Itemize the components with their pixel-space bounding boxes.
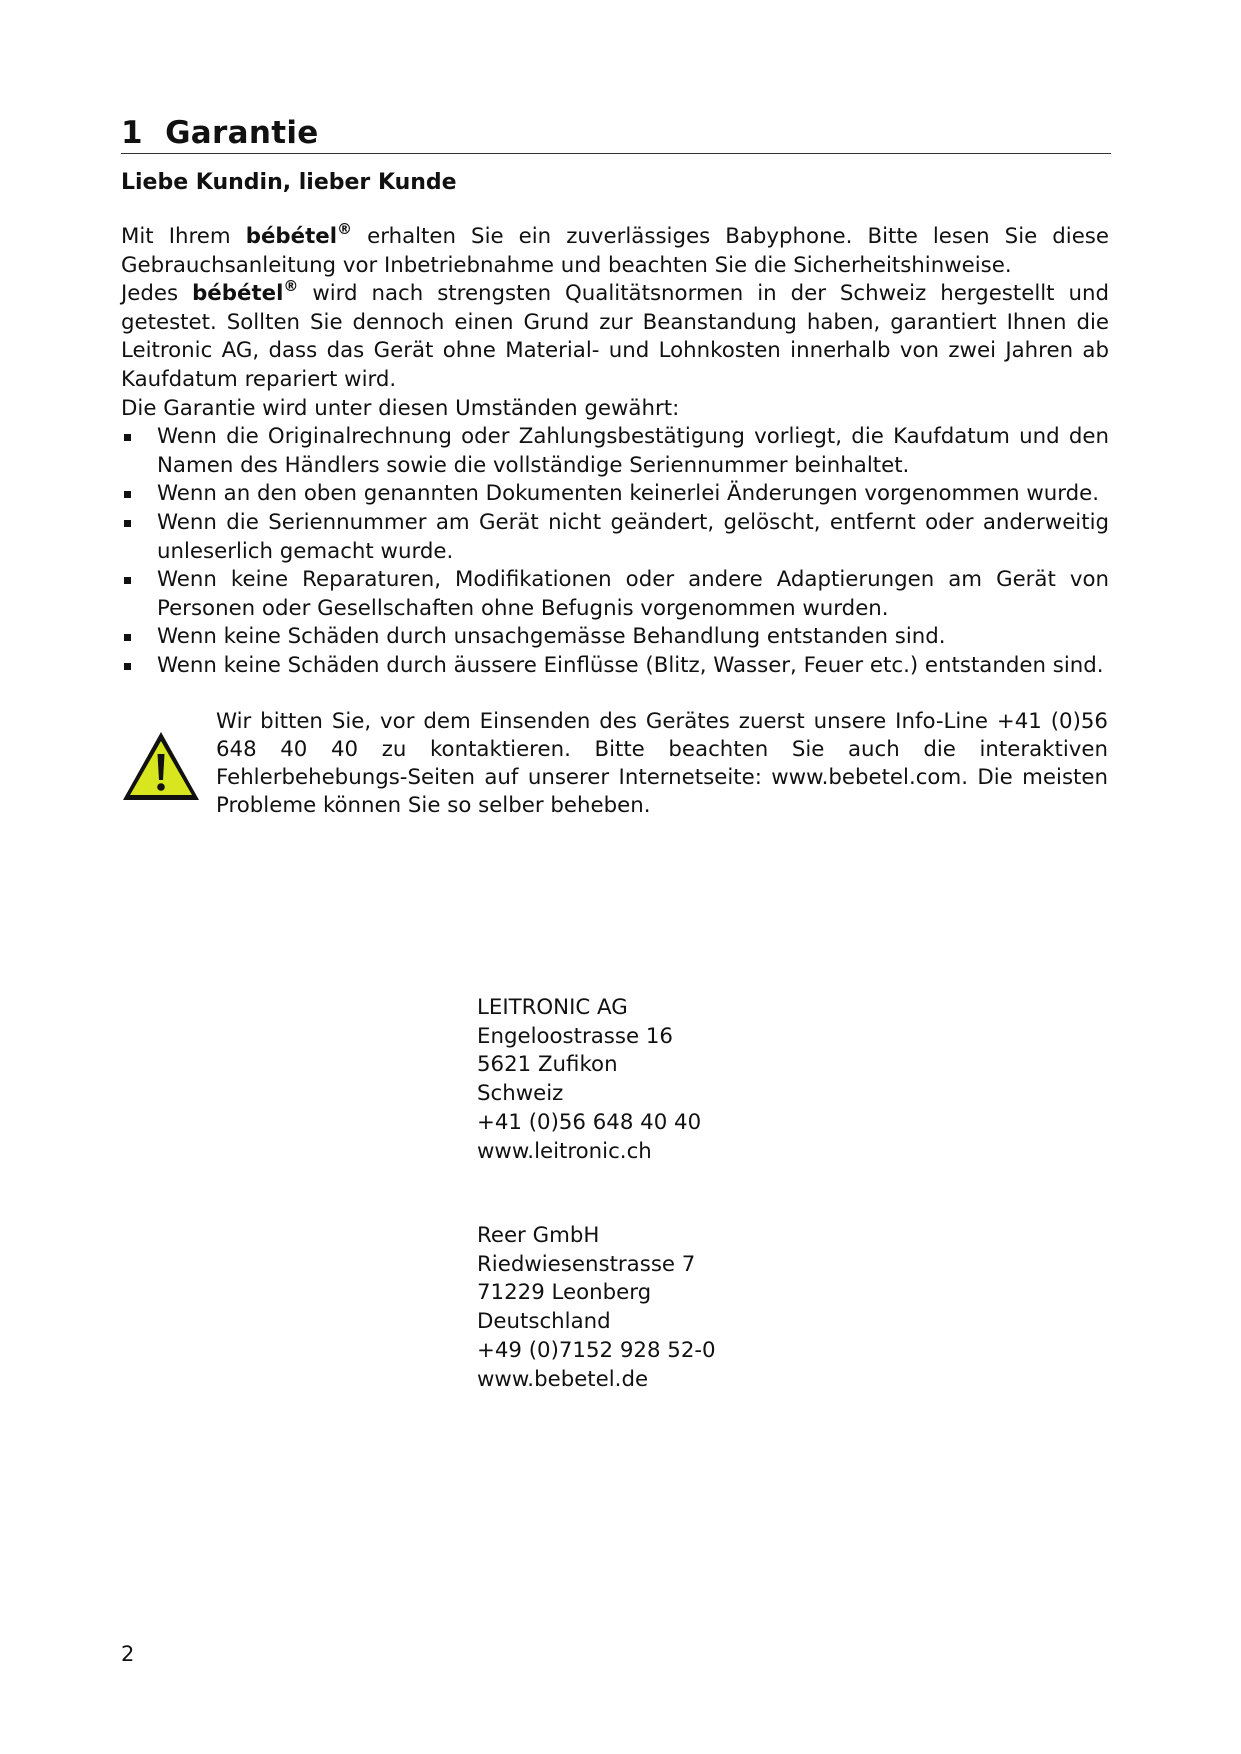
bullet-square-icon — [124, 491, 131, 498]
brand-name-text: bébétel — [192, 281, 284, 307]
conditions-intro: Die Garantie wird unter diesen Umständen gewährt: — [121, 395, 680, 421]
intro-1-before: Mit Ihrem — [121, 224, 231, 249]
address-block-leitronic — [477, 994, 701, 1166]
condition-text: Wenn die Originalrechnung oder Zahlungsbestätigung vorliegt, die Kaufdatum und den Namen des Händlers sowie die vollständige Seriennummer beinhaltet. — [157, 424, 1109, 478]
condition-item — [121, 509, 1109, 566]
address-company: LEITRONIC AG — [477, 995, 628, 1020]
address-city: 71229 Leonberg — [477, 1280, 652, 1306]
address-city: 5621 Zufikon — [477, 1052, 618, 1078]
brand-name-text: bébétel — [245, 224, 338, 249]
condition-item — [121, 423, 1109, 480]
bullet-square-icon — [124, 434, 131, 441]
warning-triangle-icon — [121, 730, 201, 802]
salutation: Liebe Kundin, lieber Kunde — [121, 170, 457, 195]
address-country: Deutschland — [477, 1309, 611, 1335]
address-company: Reer GmbH — [477, 1223, 600, 1248]
bullet-square-icon — [124, 577, 131, 584]
section-number: 1 — [121, 115, 143, 151]
warning-notice: Wir bitten Sie, vor dem Einsenden des Gerätes zuerst unsere Info-Line +41 (0)56 648 40 40 zu kontaktieren. Bitte beachten Sie auch die interaktiven Fehlerbehebungs-Seiten auf unserer Internetseite: www.bebetel.com. Die meisten Probleme können Sie so selber beheben. — [216, 709, 1108, 818]
condition-text: Wenn keine Reparaturen, Modifikationen oder andere Adaptierungen am Gerät von Personen oder Gesellschaften ohne Befugnis vorgenommen wurden. — [157, 567, 1109, 621]
condition-text: Wenn keine Schäden durch unsachgemässe Behandlung entstanden sind. — [157, 624, 946, 650]
condition-item — [121, 566, 1109, 623]
bullet-square-icon — [124, 520, 131, 527]
address-website: www.leitronic.ch — [477, 1138, 652, 1164]
address-block-reer — [477, 1222, 716, 1394]
heading-divider — [121, 153, 1111, 154]
address-street: Riedwiesenstrasse 7 — [477, 1251, 696, 1277]
page-number: 2 — [121, 1642, 135, 1666]
address-country: Schweiz — [477, 1081, 564, 1107]
address-website: www.bebetel.de — [477, 1366, 649, 1392]
section-title: Garantie — [165, 115, 319, 151]
condition-text: Wenn keine Schäden durch äussere Einflüsse (Blitz, Wasser, Feuer etc.) entstanden sind. — [157, 652, 1104, 678]
bullet-square-icon — [124, 663, 131, 670]
section-heading — [121, 113, 319, 153]
registered-mark: ® — [283, 277, 299, 296]
registered-mark: ® — [337, 220, 353, 238]
intro-2-after: wird nach strengsten Qualitätsnormen in der Schweiz hergestellt und getestet. Sollten Sie dennoch einen Grund zur Beanstandung haben, garantiert Ihnen die Leitronic AG, dass das Gerät ohne Material- und Lohnkosten innerhalb von zwei Jahren ab Kaufdatum repariert wird. — [121, 281, 1109, 392]
condition-item — [121, 480, 1109, 509]
condition-text: Wenn an den oben genannten Dokumenten keinerlei Änderungen vorgenommen wurde. — [157, 481, 1100, 507]
condition-item — [121, 623, 1109, 652]
condition-item — [121, 652, 1109, 681]
intro-paragraph-2 — [121, 277, 1109, 394]
intro-1-after: erhalten Sie ein zuverlässiges Babyphone. Bitte lesen Sie diese Gebrauchsanleitung vor Inbetriebnahme und beachten Sie die Sicherheitshinweise. — [121, 224, 1110, 278]
conditions-list — [121, 423, 1109, 680]
address-phone: +41 (0)56 648 40 40 — [477, 1109, 702, 1135]
condition-text: Wenn die Seriennummer am Gerät nicht geändert, gelöscht, entfernt oder anderweitig unleserlich gemacht wurde. — [157, 509, 1109, 564]
address-street: Engeloostrasse 16 — [477, 1023, 673, 1049]
warranty-body — [121, 220, 1110, 681]
bullet-square-icon — [124, 634, 131, 641]
intro-2-before: Jedes — [121, 281, 179, 307]
brand-name — [245, 220, 353, 249]
address-phone: +49 (0)7152 928 52-0 — [477, 1337, 716, 1363]
intro-paragraph-1 — [121, 220, 1110, 280]
brand-name — [192, 277, 299, 307]
